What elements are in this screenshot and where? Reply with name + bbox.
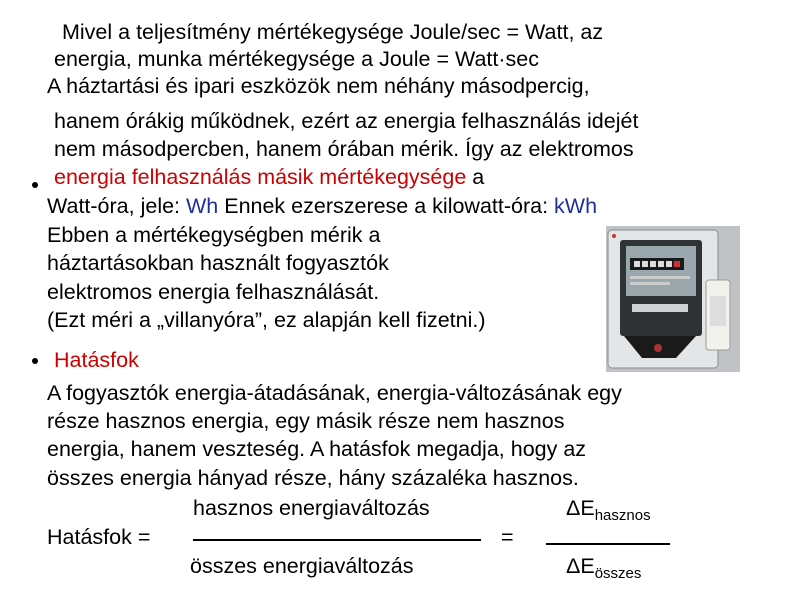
bullet-1 bbox=[32, 182, 38, 188]
text-line-5: nem másodpercben, hanem órában mérik. Így az elektromos bbox=[54, 137, 634, 161]
formula-delta-denominator bbox=[566, 553, 641, 582]
text-line-6 bbox=[54, 164, 484, 190]
text-line-15: összes energia hányad része, hány százaléka hasznos. bbox=[47, 466, 579, 490]
text-line-9: háztartásokban használt fogyasztók bbox=[47, 251, 389, 275]
text-line-7 bbox=[47, 193, 597, 219]
unit-wh: Wh bbox=[186, 194, 219, 218]
heading-hatasfok: Hatásfok bbox=[54, 348, 139, 372]
text-line-11: (Ezt méri a „villanyóra”, ez alapján kell fizetni.) bbox=[47, 308, 486, 332]
electricity-meter-icon bbox=[606, 226, 740, 372]
text-line-2: energia, munka mértékegysége a Joule = Watt·sec bbox=[54, 47, 539, 71]
text-line-7-a: Watt-óra, jele: bbox=[47, 194, 186, 218]
text-line-3: A háztartási és ipari eszközök nem néhány másodpercig, bbox=[47, 74, 590, 98]
bullet-2 bbox=[32, 358, 38, 364]
text-line-7-b: Ennek ezerszerese a kilowatt-óra: bbox=[218, 194, 555, 218]
unit-kwh: kWh bbox=[554, 194, 598, 218]
text-line-13: része hasznos energia, egy másik része nem hasznos bbox=[47, 409, 565, 433]
delta-e-bottom: ΔE bbox=[566, 554, 595, 578]
fraction-bar-1 bbox=[193, 539, 481, 541]
highlight-red: energia felhasználás másik mértékegysége bbox=[54, 165, 467, 189]
text-line-6-end: a bbox=[466, 165, 485, 189]
formula-label: Hatásfok = bbox=[47, 525, 151, 549]
text-line-14: energia, hanem veszteség. A hatásfok megadja, hogy az bbox=[47, 437, 587, 461]
text-line-12: A fogyasztók energia-átadásának, energia-változásának egy bbox=[47, 381, 622, 405]
formula-numerator: hasznos energiaváltozás bbox=[193, 496, 430, 520]
fraction-bar-2 bbox=[546, 543, 670, 545]
delta-e-bottom-subscript: összes bbox=[594, 565, 642, 582]
delta-e-top-subscript: hasznos bbox=[594, 507, 651, 524]
delta-e-top: ΔE bbox=[566, 496, 595, 520]
formula-denominator: összes energiaváltozás bbox=[190, 554, 414, 578]
formula-equals: = bbox=[501, 525, 514, 549]
formula-delta-numerator bbox=[566, 495, 651, 524]
text-line-10: elektromos energia felhasználását. bbox=[47, 280, 380, 304]
text-line-4: hanem órákig működnek, ezért az energia felhasználás idejét bbox=[54, 109, 639, 133]
text-line-1: Mivel a teljesítmény mértékegysége Joule/sec = Watt, az bbox=[62, 20, 604, 44]
text-line-8: Ebben a mértékegységben mérik a bbox=[47, 223, 381, 247]
